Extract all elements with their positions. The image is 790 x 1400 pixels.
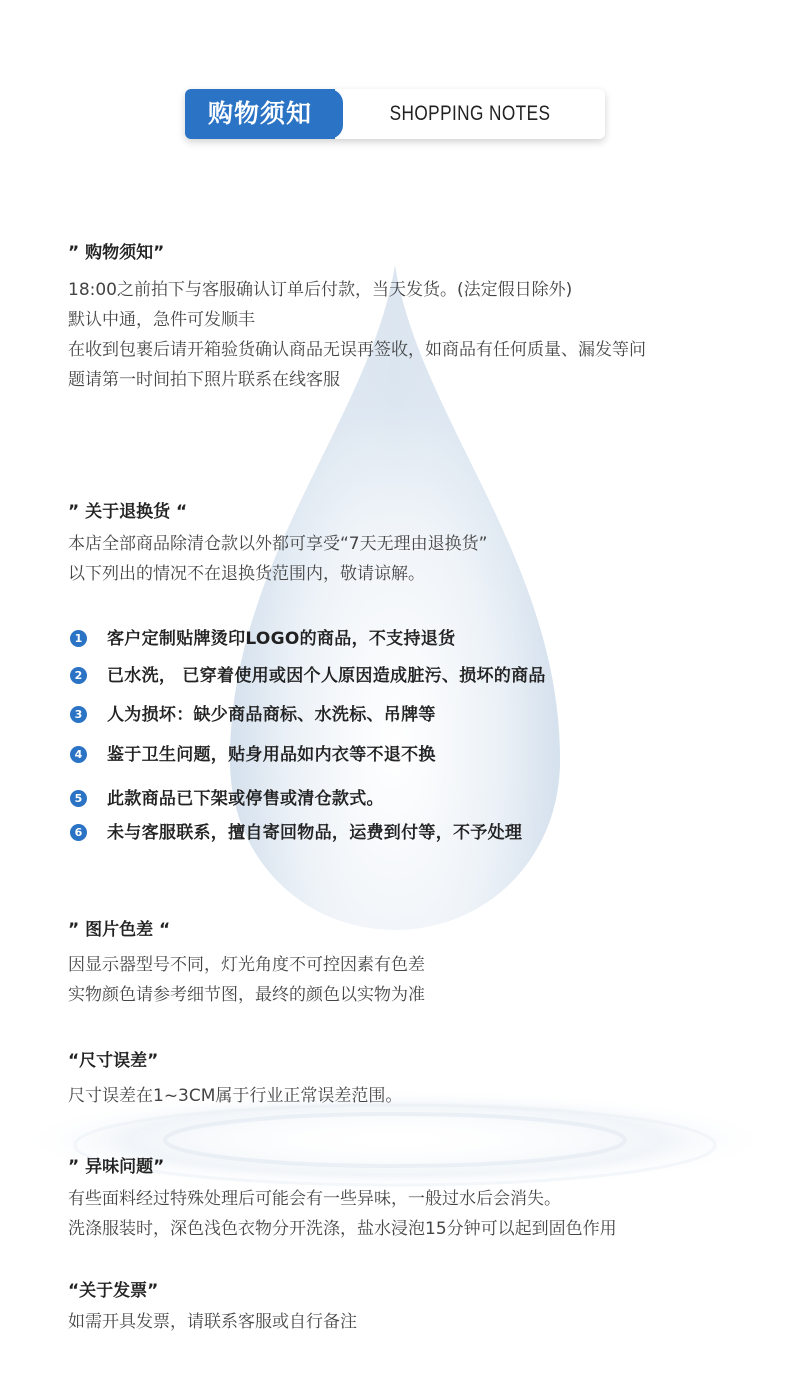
- number-badge-icon: 3: [70, 706, 87, 723]
- body-line: 有些面料经过特殊处理后可能会有一些异味，一般过水后会消失。: [68, 1189, 561, 1209]
- body-line: 18:00之前拍下与客服确认订单后付款，当天发货。(法定假日除外): [68, 280, 573, 300]
- section-title-invoice: “关于发票”: [68, 1281, 159, 1301]
- number-badge-icon: 2: [70, 667, 87, 684]
- section-title-shopping-notes: ” 购物须知”: [68, 243, 165, 263]
- section-body-size-tolerance: [68, 1081, 402, 1111]
- section-body-returns: [68, 529, 487, 589]
- list-item-text: 未与客服联系，擅自寄回物品，运费到付等，不予处理: [107, 823, 523, 843]
- number-badge-icon: 4: [70, 746, 87, 763]
- body-line: 以下列出的情况不在退换货范围内，敬请谅解。: [68, 564, 425, 584]
- shopping-notes-header: [185, 89, 605, 139]
- list-item-text: 此款商品已下架或停售或清仓款式。: [107, 789, 384, 809]
- section-title-returns: ” 关于退换货 “: [68, 502, 188, 522]
- number-badge-icon: 1: [70, 630, 87, 647]
- section-title-size-tolerance: “尺寸误差”: [68, 1051, 159, 1071]
- header-title-en: SHOPPING NOTES: [389, 102, 551, 125]
- list-item-text: 鉴于卫生问题，贴身用品如内衣等不退不换: [107, 745, 436, 765]
- body-line: 尺寸误差在1~3CM属于行业正常误差范围。: [68, 1086, 403, 1106]
- header-title-cn: 购物须知: [185, 89, 335, 139]
- section-body-invoice: [68, 1307, 357, 1337]
- body-line: 题请第一时间拍下照片联系在线客服: [68, 370, 340, 390]
- body-line: 在收到包裹后请开箱验货确认商品无误再签收，如商品有任何质量、漏发等问: [68, 340, 646, 360]
- body-line: 实物颜色请参考细节图，最终的颜色以实物为准: [68, 985, 425, 1005]
- section-body-odor: [68, 1184, 617, 1244]
- list-item-text: 人为损坏：缺少商品商标、水洗标、吊牌等: [107, 705, 436, 725]
- body-line: 因显示器型号不同，灯光角度不可控因素有色差: [68, 955, 425, 975]
- body-line: 本店全部商品除清仓款以外都可享受“7天无理由退换货”: [68, 534, 488, 554]
- section-title-odor: ” 异味问题”: [68, 1157, 165, 1177]
- section-title-color-difference: ” 图片色差 “: [68, 920, 171, 940]
- list-item-text: 已水洗， 已穿着使用或因个人原因造成脏污、损坏的商品: [107, 666, 546, 686]
- number-badge-icon: 6: [70, 824, 87, 841]
- section-body-shopping-notes: [68, 275, 646, 395]
- number-badge-icon: 5: [70, 790, 87, 807]
- body-line: 如需开具发票，请联系客服或自行备注: [68, 1312, 357, 1332]
- section-body-color-difference: [68, 950, 425, 1010]
- list-item-text: 客户定制贴牌烫印LOGO的商品，不支持退货: [107, 629, 456, 649]
- body-line: 默认中通，急件可发顺丰: [68, 310, 255, 330]
- body-line: 洗涤服装时，深色浅色衣物分开洗涤，盐水浸泡15分钟可以起到固色作用: [68, 1219, 617, 1239]
